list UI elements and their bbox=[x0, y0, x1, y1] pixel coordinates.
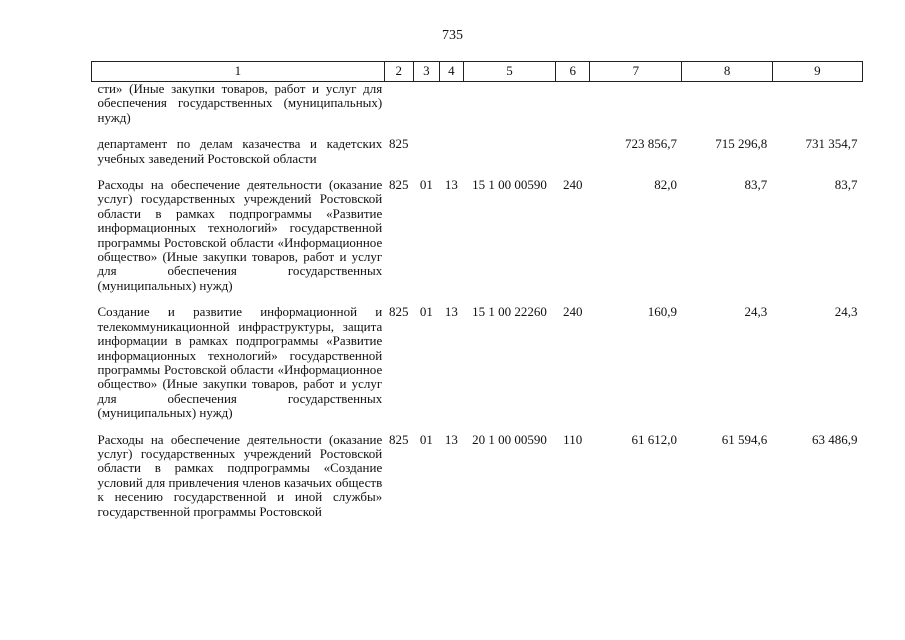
cell-subsection: 13 bbox=[444, 177, 458, 193]
cell-amount-col8 bbox=[682, 82, 772, 126]
cell-amount-col8: 61 594,6 bbox=[721, 431, 768, 447]
row-name: Создание и развитие информационной и телекоммуникационной инфраструктуры, защита информации в рамках подпрограммы «Развитие информационных технологий» государственной программы Ростовской области «Информационное общество» (Иные закупки товаров, работ и услуг для обеспечения государственных (муниципальных) нужд) bbox=[97, 304, 383, 421]
table-row bbox=[92, 421, 863, 519]
cell-target-code bbox=[463, 82, 555, 126]
row-name: департамент по делам казачества и кадетских учебных заведений Ростовской области bbox=[97, 136, 383, 166]
cell-amount-col9: 731 354,7 bbox=[805, 136, 858, 152]
col-header-9: 9 bbox=[772, 62, 862, 82]
cell-expense-type: 110 bbox=[563, 431, 583, 447]
cell-amount-col8: 715 296,8 bbox=[715, 136, 768, 152]
budget-table bbox=[91, 61, 863, 519]
cell-admin-code: 825 bbox=[389, 431, 409, 447]
cell-admin-code: 825 bbox=[389, 136, 409, 152]
cell-subsection bbox=[439, 125, 463, 166]
cell-amount-col9: 83,7 bbox=[834, 177, 858, 193]
col-header-1: 1 bbox=[92, 62, 385, 82]
cell-section bbox=[413, 82, 439, 126]
cell-subsection bbox=[439, 82, 463, 126]
table-row bbox=[92, 82, 863, 126]
cell-amount-col7 bbox=[590, 82, 682, 126]
cell-section: 01 bbox=[419, 431, 433, 447]
cell-amount-col7: 61 612,0 bbox=[631, 431, 677, 447]
cell-expense-type: 240 bbox=[562, 304, 583, 320]
cell-admin-code: 825 bbox=[389, 177, 409, 193]
row-name: Расходы на обеспечение деятельности (оказание услуг) государственных учреждений Ростовской области в рамках подпрограммы «Создание условий для привлечения членов казачьих обществ к несению государственной и иной службы» государственной программы Ростовской bbox=[97, 431, 383, 519]
col-header-6: 6 bbox=[556, 62, 590, 82]
column-number-header-row bbox=[92, 62, 863, 82]
cell-section: 01 bbox=[419, 304, 433, 320]
cell-admin-code: 825 bbox=[389, 304, 409, 320]
col-header-3: 3 bbox=[413, 62, 439, 82]
cell-amount-col8: 83,7 bbox=[744, 177, 768, 193]
cell-admin-code bbox=[384, 82, 413, 126]
col-header-7: 7 bbox=[590, 62, 682, 82]
cell-amount-col9: 63 486,9 bbox=[812, 431, 858, 447]
cell-target-code bbox=[463, 125, 555, 166]
cell-expense-type bbox=[556, 125, 590, 166]
cell-section: 01 bbox=[419, 177, 433, 193]
col-header-8: 8 bbox=[682, 62, 772, 82]
cell-target-code: 15 1 00 00590 bbox=[472, 177, 547, 193]
row-name: Расходы на обеспечение деятельности (оказание услуг) государственных учреждений Ростовской области в рамках подпрограммы «Развитие информационных технологий» государственной программы Ростовской области «Информационное общество» (Иные закупки товаров, работ и услуг для обеспечения государственных (муниципальных) нужд) bbox=[97, 177, 383, 293]
cell-section bbox=[413, 125, 439, 166]
cell-target-code: 20 1 00 00590 bbox=[472, 431, 547, 447]
cell-subsection: 13 bbox=[444, 304, 458, 320]
col-header-2: 2 bbox=[384, 62, 413, 82]
table-row bbox=[92, 166, 863, 293]
cell-amount-col9: 24,3 bbox=[834, 304, 858, 320]
cell-target-code: 15 1 00 22260 bbox=[472, 304, 547, 320]
cell-amount-col9 bbox=[772, 82, 862, 126]
cell-amount-col7: 723 856,7 bbox=[624, 136, 677, 152]
cell-expense-type bbox=[556, 82, 590, 126]
row-name: сти» (Иные закупки товаров, работ и услуг для обеспечения государственных (муниципальных) нужд) bbox=[97, 81, 383, 125]
cell-expense-type: 240 bbox=[562, 177, 583, 193]
table-row bbox=[92, 293, 863, 420]
cell-subsection: 13 bbox=[444, 431, 458, 447]
page-number: 735 bbox=[442, 28, 463, 43]
cell-amount-col7: 160,9 bbox=[647, 304, 677, 320]
col-header-5: 5 bbox=[463, 62, 555, 82]
col-header-4: 4 bbox=[439, 62, 463, 82]
table-row bbox=[92, 125, 863, 166]
cell-amount-col7: 82,0 bbox=[654, 177, 677, 193]
cell-amount-col8: 24,3 bbox=[744, 304, 768, 320]
